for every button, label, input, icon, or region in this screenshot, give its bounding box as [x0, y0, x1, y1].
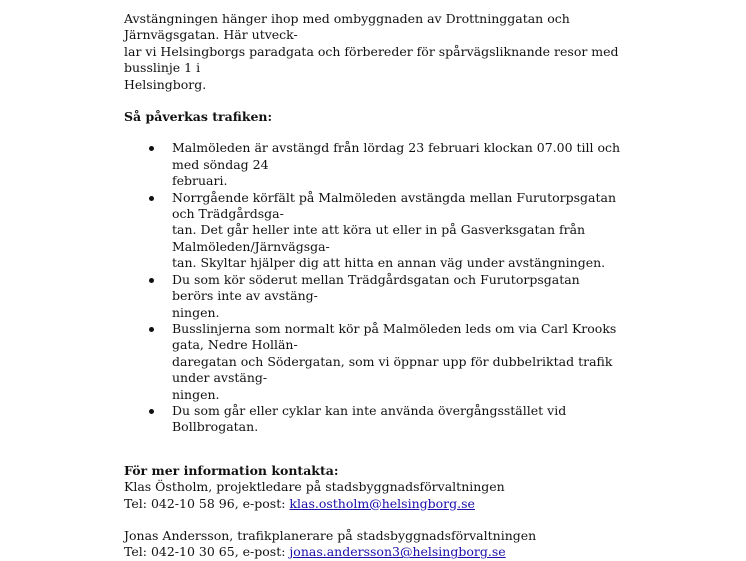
- intro-line: Helsingborg.: [124, 76, 207, 92]
- list-item: [124, 321, 624, 403]
- list-item-line: daregatan och Södergatan, som vi öppnar upp för dubbelriktad trafik under avstäng-: [172, 353, 613, 386]
- list-item-line: Du som kör söderut mellan Trädgårdsgatan och Furutorpsgatan berörs inte av avstäng-: [172, 271, 580, 304]
- contact-person: [124, 528, 624, 561]
- list-item-line: ningen.: [172, 304, 220, 320]
- list-item-line: Norrgående körfält på Malmöleden avstängda mellan Furutorpsgatan och Trädgårdsga-: [172, 189, 616, 222]
- contact-name: Klas Östholm, projektledare på stadsbyggnadsförvaltningen: [124, 479, 505, 495]
- list-item-line: februari.: [172, 173, 228, 189]
- list-item-line: tan. Det går heller inte att köra ut eller in på Gasverksgatan från Malmöleden/Järnvägsga-: [172, 222, 586, 254]
- list-item-line: Malmöleden är avstängd från lördag 23 februari klockan 07.00 till och med söndag 24: [172, 140, 621, 172]
- list-item: [124, 272, 624, 321]
- email-link[interactable]: klas.ostholm@helsingborg.se: [289, 495, 475, 511]
- contact-phone: Tel: 042-10 30 65, e-post:: [124, 544, 290, 560]
- contact-name: Jonas Andersson, trafikplanerare på stadsbyggnadsförvaltningen: [124, 527, 537, 543]
- list-item-line: ningen.: [172, 386, 220, 402]
- list-item-line: Busslinjerna som normalt kör på Malmöleden leds om via Carl Krooks gata, Nedre Hollän-: [172, 320, 617, 353]
- list-item: [124, 403, 624, 436]
- list-item-line: Du som går eller cyklar kan inte använda övergångsstället vid Bollbrogatan.: [172, 402, 567, 435]
- list-item-line: tan. Skyltar hjälper dig att hitta en annan väg under avstängningen.: [172, 255, 606, 271]
- contact-phone: Tel: 042-10 58 96, e-post:: [124, 495, 290, 511]
- intro-line: lar vi Helsingborgs paradgata och förbereder för spårvägsliknande resor med busslinje 1 i: [124, 43, 619, 76]
- traffic-list: [124, 140, 624, 435]
- traffic-heading: Så påverkas trafiken:: [124, 109, 273, 125]
- intro-paragraph: [124, 11, 624, 93]
- email-link[interactable]: jonas.andersson3@helsingborg.se: [289, 544, 506, 560]
- intro-line: Avstängningen hänger ihop med ombyggnaden av Drottninggatan och Järnvägsgatan. Här utveck-: [124, 11, 570, 43]
- list-item: [124, 190, 624, 272]
- document-page: [124, 11, 624, 561]
- contact-heading: För mer information kontakta:: [124, 462, 339, 478]
- contact-person: [124, 479, 624, 512]
- list-item: [124, 140, 624, 189]
